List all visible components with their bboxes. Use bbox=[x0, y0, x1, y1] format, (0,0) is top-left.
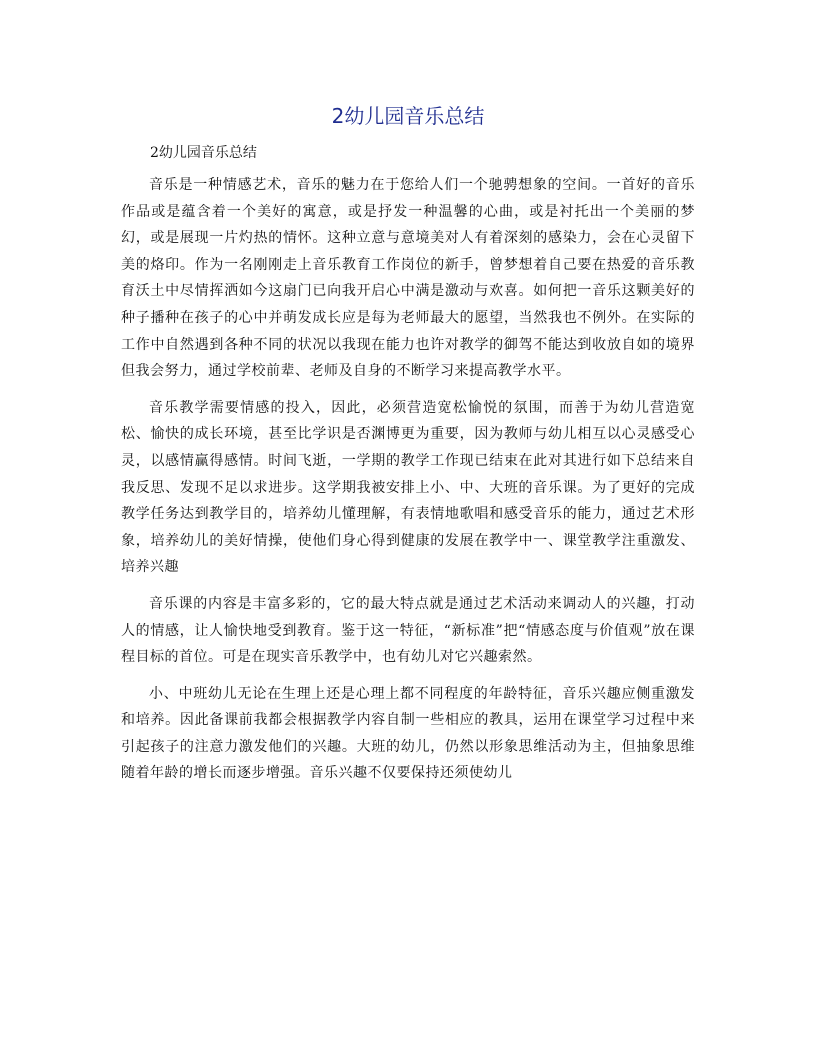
paragraph-4: 小、中班幼儿无论在生理上还是心理上都不同程度的年龄特征，音乐兴趣应侧重激发和培养。因此备课前我都会根据教学内容自制一些相应的教具，运用在课堂学习过程中来引起孩子的注意力激发他们的兴趣。大班的幼儿，仍然以形象思维活动为主，但抽象思维随着年龄的增长而逐步增强。音乐兴趣不仅要保持还须使幼儿 bbox=[121, 685, 695, 782]
document-body bbox=[121, 172, 695, 797]
document-title: 2幼儿园音乐总结 bbox=[331, 104, 485, 128]
paragraph-1: 音乐是一种情感艺术，音乐的魅力在于您给人们一个驰骋想象的空间。一首好的音乐作品或是蕴含着一个美好的寓意，或是抒发一种温馨的心曲，或是衬托出一个美丽的梦幻，或是展现一片灼热的情怀。这种立意与意境美对人有着深刻的感染力，会在心灵留下美的烙印。作为一名刚刚走上音乐教育工作岗位的新手，曾梦想着自己要在热爱的音乐教育沃土中尽情挥洒如今这扇门已向我开启心中满是激动与欢喜。如何把一音乐这颗美好的种子播种在孩子的心中并萌发成长应是每为老师最大的愿望，当然我也不例外。在实际的工作中自然遇到各种不同的状况以我现在能力也许对教学的御驾不能达到收放自如的境界但我会努力，通过学校前辈、老师及自身的不断学习来提高教学水平。 bbox=[121, 177, 695, 380]
document-subtitle: 2幼儿园音乐总结 bbox=[150, 145, 257, 161]
paragraph-3: 音乐课的内容是丰富多彩的，它的最大特点就是通过艺术活动来调动人的兴趣，打动人的情感，让人愉快地受到教育。鉴于这一特征，“新标准”把“情感态度与价值观”放在课程目标的首位。可是在现实音乐教学中，也有幼儿对它兴趣索然。 bbox=[121, 595, 695, 666]
paragraph-2: 音乐教学需要情感的投入，因此，必须营造宽松愉悦的氛围，而善于为幼儿营造宽松、愉快的成长环境，甚至比学识是否渊博更为重要，因为教师与幼儿相互以心灵感受心灵，以感情赢得感情。时间飞逝，一学期的教学工作现已结束在此对其进行如下总结来自我反思、发现不足以求进步。这学期我被安排上小、中、大班的音乐课。为了更好的完成教学任务达到教学目的，培养幼儿懂理解，有表情地歌唱和感受音乐的能力，通过艺术形象，培养幼儿的美好情操，使他们身心得到健康的发展在教学中一、课堂教学注重激发、培养兴趣 bbox=[121, 399, 695, 576]
